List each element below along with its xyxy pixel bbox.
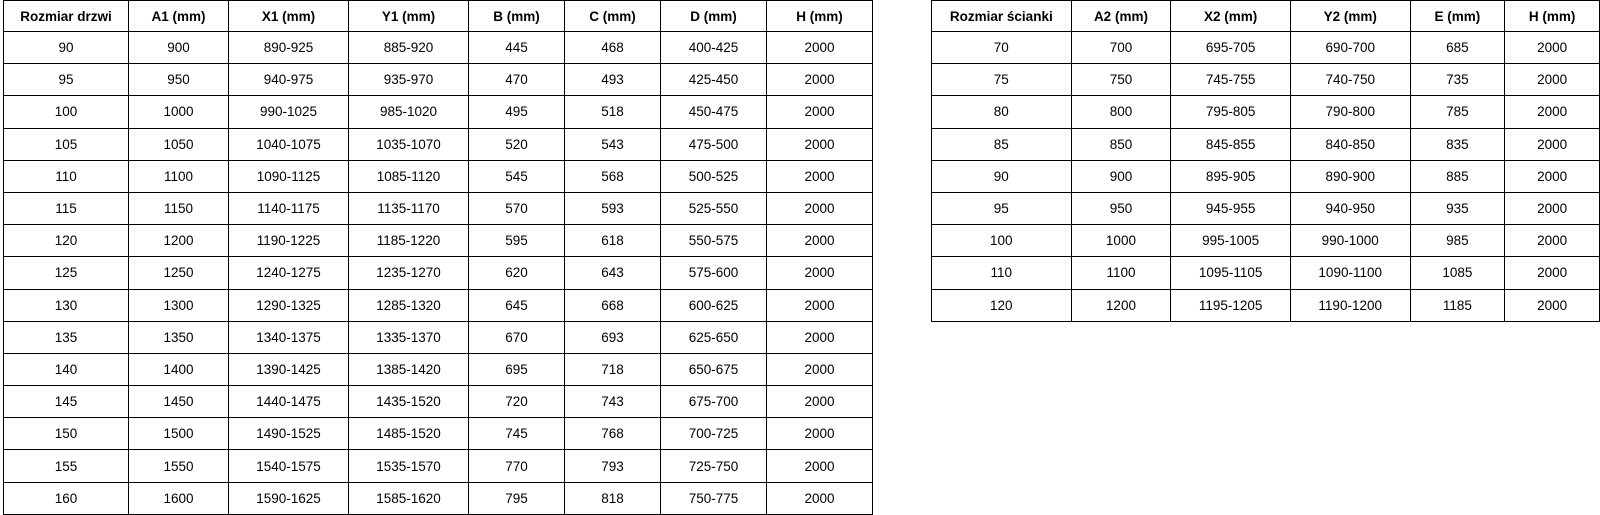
table-cell: 2000 (767, 64, 873, 96)
table-cell: 1350 (129, 321, 229, 353)
column-header: Rozmiar ścianki (932, 1, 1072, 32)
table-cell: 1590-1625 (229, 482, 349, 514)
table-cell: 140 (4, 353, 129, 385)
table-cell: 795 (469, 482, 565, 514)
table-cell: 90 (4, 32, 129, 64)
table-cell: 985-1020 (349, 96, 469, 128)
table-cell: 2000 (767, 321, 873, 353)
table-cell: 2000 (1505, 32, 1600, 64)
table-cell: 2000 (767, 450, 873, 482)
table-cell: 695-705 (1171, 32, 1291, 64)
table-header-row (4, 1, 873, 32)
column-header: Rozmiar drzwi (4, 1, 129, 32)
table-cell: 115 (4, 192, 129, 224)
table-cell: 693 (565, 321, 661, 353)
table-cell: 945-955 (1171, 192, 1291, 224)
table-cell: 85 (932, 128, 1072, 160)
table-cell: 885 (1410, 160, 1505, 192)
table-cell: 645 (469, 289, 565, 321)
table-cell: 1290-1325 (229, 289, 349, 321)
table-cell: 525-550 (661, 192, 767, 224)
table-cell: 2000 (767, 289, 873, 321)
table-cell: 818 (565, 482, 661, 514)
table-cell: 1240-1275 (229, 257, 349, 289)
table-cell: 1400 (129, 353, 229, 385)
table-cell: 1585-1620 (349, 482, 469, 514)
table-cell: 95 (932, 192, 1072, 224)
table-cell: 475-500 (661, 128, 767, 160)
table-cell: 1190-1225 (229, 225, 349, 257)
table-cell: 900 (1071, 160, 1171, 192)
table-cell: 2000 (767, 225, 873, 257)
table-cell: 110 (4, 160, 129, 192)
table-cell: 1390-1425 (229, 353, 349, 385)
table-cell: 110 (932, 257, 1072, 289)
table-row (932, 128, 1600, 160)
table-cell: 950 (129, 64, 229, 96)
table-row (4, 450, 873, 482)
table-row (4, 386, 873, 418)
table-cell: 545 (469, 160, 565, 192)
table-cell: 935-970 (349, 64, 469, 96)
doors-dimensions-table-container (3, 0, 873, 515)
column-header: A2 (mm) (1071, 1, 1171, 32)
column-header: A1 (mm) (129, 1, 229, 32)
table-cell: 990-1000 (1290, 225, 1410, 257)
table-cell: 1100 (1071, 257, 1171, 289)
table-cell: 618 (565, 225, 661, 257)
table-cell: 650-675 (661, 353, 767, 385)
table-cell: 1550 (129, 450, 229, 482)
table-cell: 1090-1100 (1290, 257, 1410, 289)
table-cell: 990-1025 (229, 96, 349, 128)
table-cell: 1085 (1410, 257, 1505, 289)
table-cell: 400-425 (661, 32, 767, 64)
table-cell: 620 (469, 257, 565, 289)
table-cell: 1050 (129, 128, 229, 160)
table-cell: 2000 (1505, 289, 1600, 321)
table-cell: 75 (932, 64, 1072, 96)
table-cell: 1540-1575 (229, 450, 349, 482)
table-cell: 1040-1075 (229, 128, 349, 160)
table-cell: 100 (932, 225, 1072, 257)
table-cell: 145 (4, 386, 129, 418)
table-cell: 995-1005 (1171, 225, 1291, 257)
table-cell: 1490-1525 (229, 418, 349, 450)
table-cell: 500-525 (661, 160, 767, 192)
table-cell: 1100 (129, 160, 229, 192)
column-header: X1 (mm) (229, 1, 349, 32)
table-row (4, 128, 873, 160)
table-cell: 450-475 (661, 96, 767, 128)
table-cell: 100 (4, 96, 129, 128)
table-cell: 745 (469, 418, 565, 450)
table-cell: 95 (4, 64, 129, 96)
column-header: H (mm) (767, 1, 873, 32)
table-cell: 735 (1410, 64, 1505, 96)
table-cell: 70 (932, 32, 1072, 64)
table-cell: 493 (565, 64, 661, 96)
column-header: Y1 (mm) (349, 1, 469, 32)
table-cell: 2000 (1505, 225, 1600, 257)
table-cell: 800 (1071, 96, 1171, 128)
table-cell: 595 (469, 225, 565, 257)
table-cell: 1000 (129, 96, 229, 128)
table-cell: 668 (565, 289, 661, 321)
table-cell: 125 (4, 257, 129, 289)
table-row (4, 289, 873, 321)
table-cell: 2000 (767, 192, 873, 224)
table-cell: 725-750 (661, 450, 767, 482)
column-header: H (mm) (1505, 1, 1600, 32)
table-row (932, 96, 1600, 128)
table-cell: 940-975 (229, 64, 349, 96)
table-cell: 745-755 (1171, 64, 1291, 96)
table-cell: 700 (1071, 32, 1171, 64)
table-cell: 1185-1220 (349, 225, 469, 257)
table-cell: 720 (469, 386, 565, 418)
table-row (932, 289, 1600, 321)
table-cell: 2000 (767, 418, 873, 450)
table-cell: 690-700 (1290, 32, 1410, 64)
table-cell: 445 (469, 32, 565, 64)
table-cell: 2000 (767, 257, 873, 289)
column-header: D (mm) (661, 1, 767, 32)
table-cell: 670 (469, 321, 565, 353)
table-cell: 940-950 (1290, 192, 1410, 224)
table-cell: 1300 (129, 289, 229, 321)
table-cell: 1385-1420 (349, 353, 469, 385)
table-cell: 1500 (129, 418, 229, 450)
table-cell: 150 (4, 418, 129, 450)
table-cell: 80 (932, 96, 1072, 128)
table-cell: 1195-1205 (1171, 289, 1291, 321)
table-cell: 1285-1320 (349, 289, 469, 321)
column-header: B (mm) (469, 1, 565, 32)
table-cell: 750 (1071, 64, 1171, 96)
table-cell: 675-700 (661, 386, 767, 418)
table-cell: 2000 (767, 482, 873, 514)
table-cell: 1335-1370 (349, 321, 469, 353)
table-row (932, 192, 1600, 224)
table-row (4, 64, 873, 96)
table-cell: 850 (1071, 128, 1171, 160)
table-cell: 643 (565, 257, 661, 289)
table-cell: 135 (4, 321, 129, 353)
table-cell: 2000 (1505, 128, 1600, 160)
table-cell: 950 (1071, 192, 1171, 224)
table-row (4, 418, 873, 450)
table-cell: 768 (565, 418, 661, 450)
table-cell: 793 (565, 450, 661, 482)
table-row (932, 32, 1600, 64)
table-row (932, 257, 1600, 289)
walls-dimensions-table (931, 0, 1600, 322)
table-cell: 2000 (1505, 257, 1600, 289)
table-cell: 1035-1070 (349, 128, 469, 160)
table-cell: 2000 (767, 96, 873, 128)
table-cell: 130 (4, 289, 129, 321)
table-cell: 600-625 (661, 289, 767, 321)
table-cell: 1200 (1071, 289, 1171, 321)
table-cell: 120 (4, 225, 129, 257)
table-cell: 900 (129, 32, 229, 64)
table-row (4, 482, 873, 514)
table-cell: 120 (932, 289, 1072, 321)
table-header-row (932, 1, 1600, 32)
table-row (4, 32, 873, 64)
table-cell: 2000 (1505, 160, 1600, 192)
table-row (4, 160, 873, 192)
table-cell: 1535-1570 (349, 450, 469, 482)
table-row (4, 257, 873, 289)
table-row (932, 64, 1600, 96)
table-cell: 593 (565, 192, 661, 224)
table-cell: 575-600 (661, 257, 767, 289)
table-row (4, 192, 873, 224)
table-cell: 90 (932, 160, 1072, 192)
table-cell: 1600 (129, 482, 229, 514)
table-cell: 105 (4, 128, 129, 160)
table-cell: 840-850 (1290, 128, 1410, 160)
table-cell: 895-905 (1171, 160, 1291, 192)
table-row (4, 96, 873, 128)
table-cell: 740-750 (1290, 64, 1410, 96)
table-cell: 1340-1375 (229, 321, 349, 353)
table-row (4, 225, 873, 257)
table-cell: 700-725 (661, 418, 767, 450)
table-cell: 795-805 (1171, 96, 1291, 128)
walls-dimensions-table-container (931, 0, 1600, 322)
table-cell: 570 (469, 192, 565, 224)
table-cell: 685 (1410, 32, 1505, 64)
table-cell: 885-920 (349, 32, 469, 64)
column-header: Y2 (mm) (1290, 1, 1410, 32)
table-cell: 1200 (129, 225, 229, 257)
table-cell: 2000 (767, 128, 873, 160)
table-cell: 935 (1410, 192, 1505, 224)
table-cell: 495 (469, 96, 565, 128)
table-cell: 568 (565, 160, 661, 192)
table-cell: 550-575 (661, 225, 767, 257)
table-cell: 1135-1170 (349, 192, 469, 224)
table-cell: 985 (1410, 225, 1505, 257)
table-cell: 695 (469, 353, 565, 385)
table-cell: 425-450 (661, 64, 767, 96)
table-cell: 1150 (129, 192, 229, 224)
table-cell: 2000 (1505, 192, 1600, 224)
table-cell: 2000 (767, 160, 873, 192)
table-row (932, 160, 1600, 192)
table-cell: 1190-1200 (1290, 289, 1410, 321)
table-cell: 790-800 (1290, 96, 1410, 128)
table-cell: 1435-1520 (349, 386, 469, 418)
table-cell: 468 (565, 32, 661, 64)
table-row (932, 225, 1600, 257)
column-header: X2 (mm) (1171, 1, 1291, 32)
table-cell: 1140-1175 (229, 192, 349, 224)
doors-dimensions-table (3, 0, 873, 515)
table-cell: 520 (469, 128, 565, 160)
table-cell: 155 (4, 450, 129, 482)
table-cell: 543 (565, 128, 661, 160)
table-cell: 845-855 (1171, 128, 1291, 160)
table-cell: 518 (565, 96, 661, 128)
table-cell: 770 (469, 450, 565, 482)
table-cell: 625-650 (661, 321, 767, 353)
table-cell: 470 (469, 64, 565, 96)
column-header: E (mm) (1410, 1, 1505, 32)
table-cell: 750-775 (661, 482, 767, 514)
table-cell: 1085-1120 (349, 160, 469, 192)
table-cell: 1095-1105 (1171, 257, 1291, 289)
table-cell: 1450 (129, 386, 229, 418)
table-cell: 743 (565, 386, 661, 418)
table-cell: 2000 (767, 32, 873, 64)
table-row (4, 321, 873, 353)
table-cell: 2000 (1505, 96, 1600, 128)
table-cell: 1485-1520 (349, 418, 469, 450)
table-cell: 2000 (767, 386, 873, 418)
table-cell: 1090-1125 (229, 160, 349, 192)
table-cell: 1000 (1071, 225, 1171, 257)
table-row (4, 353, 873, 385)
table-cell: 890-925 (229, 32, 349, 64)
table-cell: 1250 (129, 257, 229, 289)
table-cell: 1185 (1410, 289, 1505, 321)
table-cell: 160 (4, 482, 129, 514)
table-cell: 718 (565, 353, 661, 385)
table-cell: 835 (1410, 128, 1505, 160)
table-cell: 1235-1270 (349, 257, 469, 289)
table-cell: 890-900 (1290, 160, 1410, 192)
table-cell: 1440-1475 (229, 386, 349, 418)
column-header: C (mm) (565, 1, 661, 32)
table-cell: 785 (1410, 96, 1505, 128)
table-cell: 2000 (767, 353, 873, 385)
table-cell: 2000 (1505, 64, 1600, 96)
